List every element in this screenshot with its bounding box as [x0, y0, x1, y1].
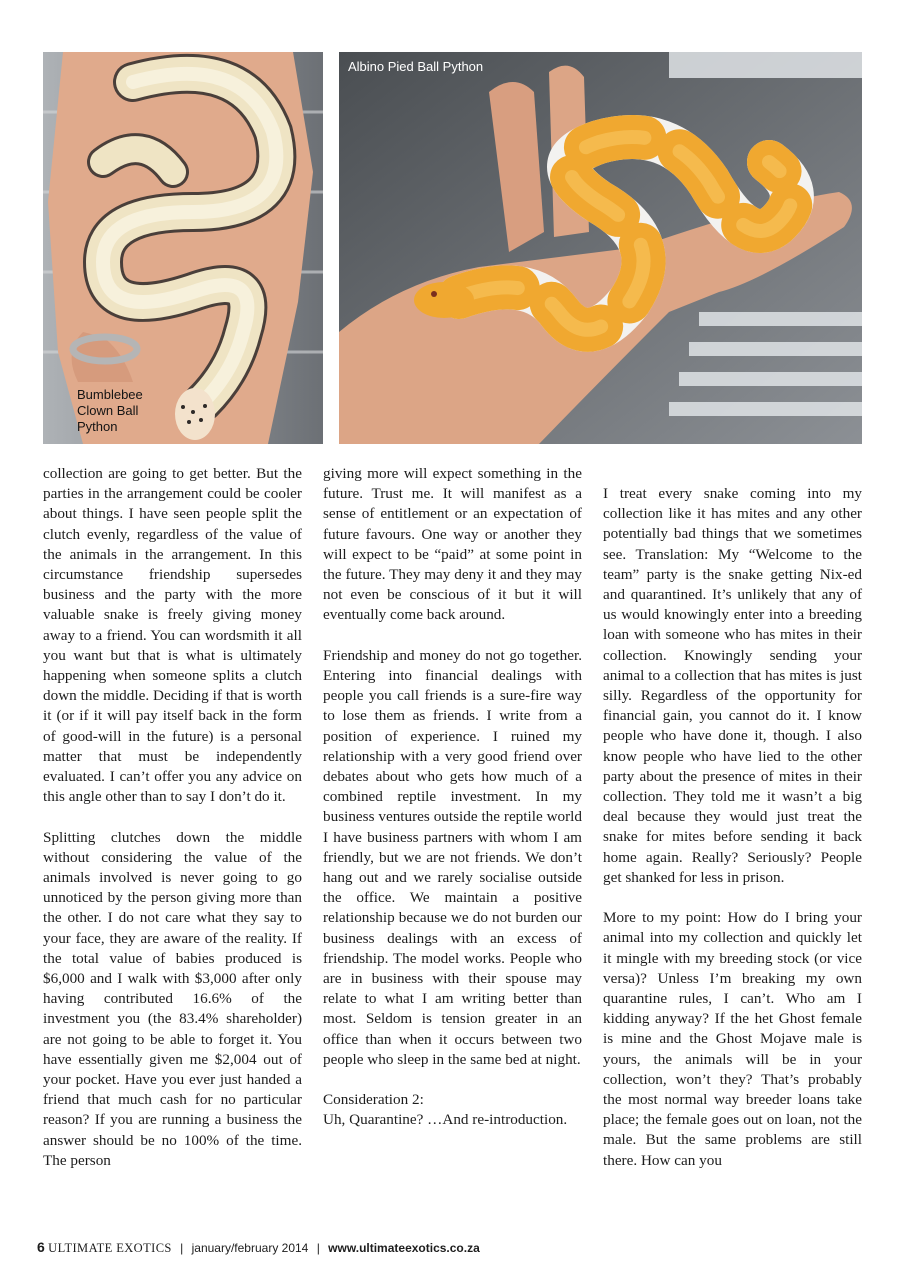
- albino-pied-python-illustration: [339, 52, 862, 444]
- section-heading-label: Consideration 2:: [323, 1091, 424, 1109]
- bumblebee-python-illustration: [43, 52, 323, 444]
- paragraph: I treat every snake coming into my collection like it has mites and any other potentially bad things that we sometimes see. Translation: My “Welcome to the team” party is the snake getting Nix-ed and quarantined. It’s unlikely that any of us would knowingly enter into a breeding loan with someone who has mites in their collection. Knowingly sending your animal to a collection that has mites is just silly. Regardless of the opportunity for financial gain, you cannot do it. I know people who have done it, though. I also know people who have lied to the other party about the presence of mites in their collection. They told me it wasn’t a big deal because they would just treat the snake for mites before sending it back home again. Really? Seriously? People get shanked for less in prison.: [603, 485, 862, 886]
- page-number: 6: [37, 1239, 45, 1255]
- magazine-name: ULTIMATE EXOTICS: [48, 1241, 172, 1255]
- paragraph: Splitting clutches down the middle without considering the value of the animals involved is never going to go unnoticed by the person giving more than the other. I do not care what they say to your face, they are aware of the reality. If the total value of babies produced is $6,000 and I walk with $3,000 after only having contributed 16.6% of the investment you (the 83.4% shareholder) are not going to be able to forget it. You have essentially given me $2,004 out of your pocket. Have you ever just handed a friend that much cash for no particular reason? If you are running a business the answer should be no 100% of the time. The person: [43, 828, 302, 1169]
- caption-line: Python: [77, 419, 118, 434]
- page-footer: [37, 1239, 480, 1256]
- caption-line: Bumblebee: [77, 387, 143, 402]
- paragraph: More to my point: How do I bring your animal into my collection and quickly let it mingle with my breeding stock (or vice versa)? Unless I’m breaking my own quarantine rules, I can’t. Who am I kidding anyway? If the het Ghost female is mine and the Ghost Mojave male is yours, the animals will be in your collection, won’t they? That’s probably the most normal way breeder loans take place; the female goes out on loan, not the male. But the same problems are still there. How can you: [603, 909, 862, 1169]
- bumblebee-caption: [77, 387, 197, 435]
- text-column-2: [323, 464, 582, 1131]
- caption-line: Clown Ball: [77, 403, 139, 418]
- section-heading: [323, 1090, 582, 1130]
- issue-date: january/february 2014: [191, 1241, 309, 1255]
- website-link[interactable]: www.ultimateexotics.co.za: [328, 1241, 480, 1255]
- text-column-3: [603, 484, 862, 1171]
- text-column-1: [43, 464, 302, 1171]
- albino-pied-caption: Albino Pied Ball Python: [348, 59, 484, 74]
- paragraph: Friendship and money do not go together. Entering into financial dealings with people you call friends is a sure-fire way to lose them as friends. I write from a position of experience. I ruined my relationship with a very good friend over debates about who gets how much of a combined reptile investment. In my business ventures outside the reptile world I have business partners with whom I am friendly, but we are not friends. We don’t hang out and we rarely socialise outside the office. We maintain a positive relationship because we do not burden our business dealings with an excess of friendship. The model works. People who are in business with their spouse may relate to what I am writing better than most. Seldom is tension greater in an office than when it occurs between two people who sleep in the same bed at night.: [323, 646, 582, 1068]
- section-heading-text: Uh, Quarantine? …And re-introduction.: [323, 1111, 568, 1129]
- bumblebee-python-photo: [43, 52, 323, 444]
- footer-separator: |: [180, 1241, 184, 1255]
- albino-pied-python-photo: [339, 52, 862, 444]
- paragraph: giving more will expect something in the future. Trust me. It will manifest as a sense of entitlement or an expectation of future favours. One way or another they will expect to be “paid” at some point in the future. They may deny it and they may not even be conscious of it but it will eventually come back around.: [323, 465, 582, 624]
- paragraph: collection are going to get better. But the parties in the arrangement could be cooler about things. I have seen people split the clutch evenly, regardless of the value of the animals in the arrangement. In this circumstance friendship supersedes business and the party with the more valuable snake is freely giving money away to a friend. You can wordsmith it all you want but that is what is ultimately happening when someone splits a clutch down the middle. Deciding if that is worth it (or if it will pay itself back in the form of good-will in the future) is a personal matter that must be independently evaluated. I can’t offer you any advice on this angle other than to say I don’t do it.: [43, 465, 302, 806]
- footer-separator: |: [316, 1241, 320, 1255]
